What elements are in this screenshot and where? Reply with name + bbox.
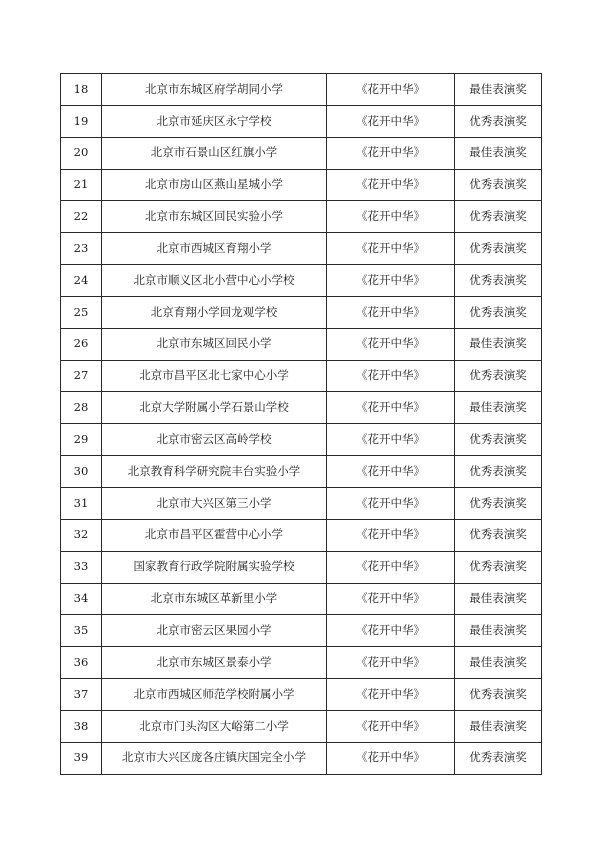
work-title-cell: 《花开中华》 [327, 487, 455, 519]
work-title-cell: 《花开中华》 [327, 710, 455, 742]
award-cell: 优秀表演奖 [455, 201, 542, 233]
school-name-cell: 北京市西城区育翔小学 [102, 233, 327, 265]
work-title-cell: 《花开中华》 [327, 615, 455, 647]
table-row [61, 583, 542, 615]
work-title-cell: 《花开中华》 [327, 679, 455, 711]
row-number-cell: 36 [61, 647, 102, 679]
work-title-cell: 《花开中华》 [327, 360, 455, 392]
school-name-cell: 北京市密云区高岭学校 [102, 424, 327, 456]
work-title-cell: 《花开中华》 [327, 137, 455, 169]
school-name-cell: 北京市东城区回民实验小学 [102, 201, 327, 233]
award-cell: 优秀表演奖 [455, 742, 542, 774]
school-name-cell: 北京市门头沟区大峪第二小学 [102, 710, 327, 742]
row-number-cell: 22 [61, 201, 102, 233]
table-row [61, 742, 542, 774]
school-name-cell: 北京市顺义区北小营中心小学校 [102, 265, 327, 297]
award-cell: 最佳表演奖 [455, 647, 542, 679]
table-row [61, 487, 542, 519]
table-row [61, 551, 542, 583]
row-number-cell: 38 [61, 710, 102, 742]
table-row [61, 74, 542, 106]
row-number-cell: 35 [61, 615, 102, 647]
row-number-cell: 25 [61, 296, 102, 328]
school-name-cell: 北京市密云区果园小学 [102, 615, 327, 647]
work-title-cell: 《花开中华》 [327, 551, 455, 583]
row-number-cell: 27 [61, 360, 102, 392]
row-number-cell: 37 [61, 679, 102, 711]
award-cell: 优秀表演奖 [455, 296, 542, 328]
award-cell: 优秀表演奖 [455, 233, 542, 265]
work-title-cell: 《花开中华》 [327, 201, 455, 233]
school-name-cell: 北京市大兴区庞各庄镇庆国完全小学 [102, 742, 327, 774]
work-title-cell: 《花开中华》 [327, 519, 455, 551]
award-cell: 最佳表演奖 [455, 710, 542, 742]
row-number-cell: 24 [61, 265, 102, 297]
work-title-cell: 《花开中华》 [327, 74, 455, 106]
work-title-cell: 《花开中华》 [327, 647, 455, 679]
row-number-cell: 39 [61, 742, 102, 774]
award-cell: 最佳表演奖 [455, 74, 542, 106]
row-number-cell: 19 [61, 105, 102, 137]
award-cell: 优秀表演奖 [455, 487, 542, 519]
table-row [61, 710, 542, 742]
work-title-cell: 《花开中华》 [327, 169, 455, 201]
school-name-cell: 北京市东城区府学胡同小学 [102, 74, 327, 106]
row-number-cell: 33 [61, 551, 102, 583]
school-name-cell: 北京市石景山区红旗小学 [102, 137, 327, 169]
table-row [61, 296, 542, 328]
work-title-cell: 《花开中华》 [327, 742, 455, 774]
school-name-cell: 北京市东城区革新里小学 [102, 583, 327, 615]
row-number-cell: 29 [61, 424, 102, 456]
school-name-cell: 北京市西城区师范学校附属小学 [102, 679, 327, 711]
row-number-cell: 26 [61, 328, 102, 360]
award-cell: 优秀表演奖 [455, 169, 542, 201]
table-row [61, 456, 542, 488]
award-cell: 优秀表演奖 [455, 424, 542, 456]
award-cell: 优秀表演奖 [455, 456, 542, 488]
school-name-cell: 北京市延庆区永宁学校 [102, 105, 327, 137]
school-name-cell: 北京市东城区回民小学 [102, 328, 327, 360]
school-name-cell: 北京育翔小学回龙观学校 [102, 296, 327, 328]
table-row [61, 615, 542, 647]
table-row [61, 233, 542, 265]
school-name-cell: 北京市昌平区霍营中心小学 [102, 519, 327, 551]
table-row [61, 360, 542, 392]
work-title-cell: 《花开中华》 [327, 583, 455, 615]
award-cell: 优秀表演奖 [455, 679, 542, 711]
award-cell: 优秀表演奖 [455, 105, 542, 137]
table-row [61, 105, 542, 137]
award-cell: 优秀表演奖 [455, 360, 542, 392]
row-number-cell: 23 [61, 233, 102, 265]
row-number-cell: 31 [61, 487, 102, 519]
school-name-cell: 国家教育行政学院附属实验学校 [102, 551, 327, 583]
work-title-cell: 《花开中华》 [327, 233, 455, 265]
school-name-cell: 北京市昌平区北七家中心小学 [102, 360, 327, 392]
award-cell: 优秀表演奖 [455, 551, 542, 583]
table-row [61, 169, 542, 201]
work-title-cell: 《花开中华》 [327, 265, 455, 297]
award-cell: 最佳表演奖 [455, 583, 542, 615]
work-title-cell: 《花开中华》 [327, 296, 455, 328]
award-cell: 优秀表演奖 [455, 265, 542, 297]
award-cell: 优秀表演奖 [455, 519, 542, 551]
school-name-cell: 北京市大兴区第三小学 [102, 487, 327, 519]
table-row [61, 201, 542, 233]
row-number-cell: 20 [61, 137, 102, 169]
award-cell: 最佳表演奖 [455, 328, 542, 360]
award-cell: 最佳表演奖 [455, 615, 542, 647]
award-cell: 最佳表演奖 [455, 392, 542, 424]
table-row [61, 328, 542, 360]
awards-table-body [61, 74, 542, 775]
work-title-cell: 《花开中华》 [327, 328, 455, 360]
table-row [61, 265, 542, 297]
row-number-cell: 18 [61, 74, 102, 106]
row-number-cell: 30 [61, 456, 102, 488]
table-row [61, 679, 542, 711]
school-name-cell: 北京大学附属小学石景山学校 [102, 392, 327, 424]
table-row [61, 392, 542, 424]
work-title-cell: 《花开中华》 [327, 392, 455, 424]
table-row [61, 647, 542, 679]
table-row [61, 519, 542, 551]
row-number-cell: 28 [61, 392, 102, 424]
row-number-cell: 34 [61, 583, 102, 615]
awards-table [60, 73, 542, 775]
row-number-cell: 21 [61, 169, 102, 201]
award-cell: 最佳表演奖 [455, 137, 542, 169]
school-name-cell: 北京教育科学研究院丰台实验小学 [102, 456, 327, 488]
work-title-cell: 《花开中华》 [327, 105, 455, 137]
table-row [61, 137, 542, 169]
row-number-cell: 32 [61, 519, 102, 551]
work-title-cell: 《花开中华》 [327, 456, 455, 488]
school-name-cell: 北京市东城区景泰小学 [102, 647, 327, 679]
work-title-cell: 《花开中华》 [327, 424, 455, 456]
table-row [61, 424, 542, 456]
school-name-cell: 北京市房山区燕山星城小学 [102, 169, 327, 201]
